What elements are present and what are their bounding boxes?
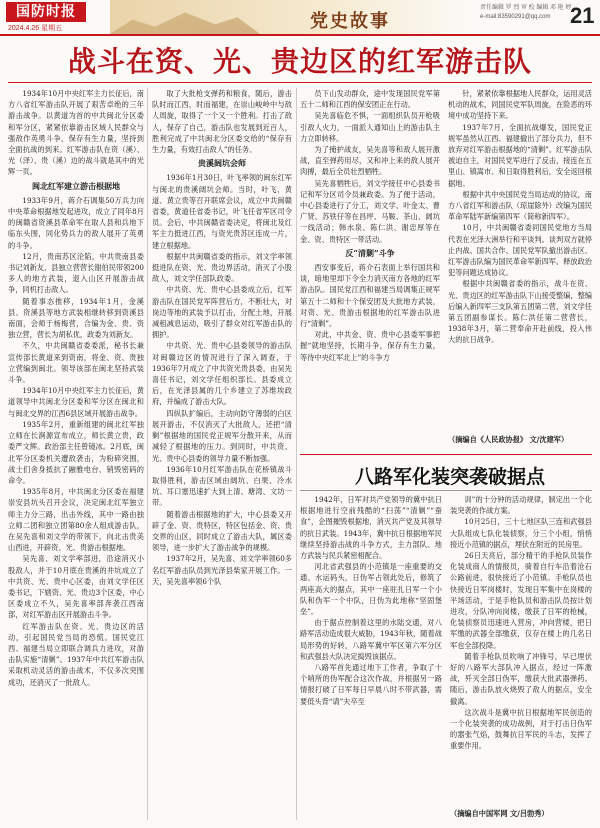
- subheading: 反“清剿”斗争: [345, 247, 395, 258]
- paragraph: 红军游击队在资、光、贵边区的活动，引起国民党当局的恐慌。国民党江西、福建当局立即联合调兵力进攻，对游击队实施“清剿”。1937年中共红军游击队采取机动灵活的游击战术，不仅多次突围成功，还消灭了一批敌人。: [8, 621, 144, 687]
- paragraph: 1936年10月红军游击队在花桥镇战斗取得胜利，游击区域由阔坑、白果、冷水坑、耳口塞迅速扩大到上清、塘湾、文坊一带。: [152, 464, 292, 508]
- article1-column-3: [300, 88, 440, 448]
- paragraph: 随着事态推移，1934年1月，金溪县、资溪县等地方武装相继转移到资溪县南面，会师于杨梅营，合编为金、贵、资独立营，营长为胡私优，政委为刘新友。: [8, 296, 144, 340]
- paragraph: 为了掩护战友，吴先喜等和敌人展开激战，直至弹药用尽，又和冲上来的敌人展开肉搏，最后全员壮烈牺牲。: [300, 145, 440, 177]
- paragraph: 吴先喜牺牲后，刘文学接任中心县委书记和军分区司令员兼政委。为了便于活动，中心县委进行了分工，刘文学、叶金太、曹广贤、苏铁仔等在昌坪、马鞍、茶山、阔坑一线活动；韩水泉、陈仁洪、谢忠厚等在金、资、贵特区一带活动。: [300, 178, 440, 244]
- article2-credit-box: [450, 808, 592, 822]
- paragraph: 1934年10月中央红军主力长征后，黄道领导中共闽北分区委和军分区在闽北和与闽北交界的江西6县区域开展游击战争。: [8, 386, 144, 418]
- paragraph: 对此，中共金、资、贵中心县委军事把握“就地坚持，长期斗争，保存有生力量，等待中央红军北上”的斗争方: [300, 330, 440, 362]
- section-title: 党史故事: [310, 11, 390, 32]
- paragraph: 10月25日，三十七地区队三连和武强县大队组成七队化装侦察，分三个小组，悄悄接近小范镇的据点，埋伏在附近的民房里。: [450, 517, 592, 549]
- column-divider: [147, 88, 148, 820]
- editor-line: 责任编辑 罗 烈 审 校 编辑 邓 艳 婷: [480, 5, 572, 11]
- paragraph: 取了大批枪支弹药和粮食，随后，游击队时而江西，时而福建，在崇山峻岭中与敌人周旋，取得了一个又一个胜利。打击了敌人，保存了自己，游击队也发展到近百人，胜利完成了中共闽北分区委交给的“保存有生力量，有效打击敌人”的任务。: [152, 89, 292, 155]
- paragraph: 1935年8月，中共闽北分区委在福建崇安县坑头召开会议，决定闽北红军独立师主力分三路，出击外线，其中一路由独立师二团和独立团第80余人组成游击队，在吴先喜和刘文学的带领下，向北击贵美山西进，开辟资、光、贵游击根据地。: [8, 487, 144, 553]
- paragraph: 八路军首先通过地下工作者，争取了十个哨所的伪军配合这次作战，并根据另一路情报打破了日军每日早晨八时不带武器，需要低头背“请”夫卒至: [300, 663, 442, 706]
- subheading: 贵溪阔坑会师: [198, 158, 246, 169]
- paragraph: 12月，贵南苏区沦陷，中共贵南县委书记刘新友、县独立营营长谢伯民带领200多人的地方武装，退入山区开展游击战争，同机打击敌人。: [8, 251, 144, 295]
- article2-credit: （摘编自中国军网 文/吕勃秀）: [450, 809, 549, 818]
- mountain-decoration-icon: [110, 10, 260, 34]
- divider: [8, 82, 592, 83]
- paragraph: 中共资、光、贵中心县委领导的游击队对闽赣边区的情况进行了深入调查，于1936年7月成立了中共资光贵县委，由吴先喜任书记，刘文学任组织部长。县委成立后，在光泽县属的几个乡建立了苏维埃政府，并编成了游击大队。: [152, 341, 292, 407]
- article2-column-1: [300, 494, 442, 820]
- paragraph: 1935年2月，重新组建的闽北红军独立师在长涧源宣布成立，师长黄立贵，政委严文辉。政治部主任曾镜冰。2月底，闽北军分区委机关遭敌袭击，为粉碎突围，战士们舍身抵抗了融雅电台、销毁密码的命令。: [8, 419, 144, 485]
- divider: [300, 490, 592, 491]
- paragraph: 1937年2月，吴先喜、刘文学率领60多名红军游击队员到光泽县柴家开展工作。一天，吴先喜率领6个队: [152, 554, 292, 586]
- paragraph: 不久，中共闽赣省委委派，秘书长兼宣传部长黄道来到资南，将金、资、贵独立营编到闽北。领导该部在闽北坚持武装斗争。: [8, 341, 144, 385]
- paragraph: 员下山发动群众，途中发现国民党军第五十二师和江西的保安团正在行动。: [300, 89, 440, 110]
- paragraph: 1936年1月30日，叶飞率领的闽东红军与闽北的贵溪阔坑会师。当时，叶飞、黄道、黄立贵等召开联席会议，成立中共闽赣省委，黄道任省委书记，叶飞任省军区司令员。会后，中共闽赣省委决定，将闽北及红军主力挺进江西，与资光贵苏区连成一片，建立根据地。: [152, 173, 292, 250]
- article1-column-2: [152, 88, 292, 820]
- paragraph: 河北省武强县的小范镇是一座重要的交通、水运码头，日伪军占领此处后，修筑了两座高大的据点，其中一座驻扎日军一个小队和伪军一个中队，日伪为此地称“坚固堡垒”。: [300, 562, 442, 617]
- masthead: [0, 0, 600, 36]
- paragraph: 训”的十分钟的活动规律，制定出一个化装突袭的作战方案。: [450, 495, 592, 516]
- article2-column-2: [450, 494, 592, 806]
- editor-info: [480, 4, 571, 22]
- subheading: 闽北红军建立游击根据地: [32, 180, 120, 191]
- paragraph: 根据中共闽赣省委的指示，刘文学率领挺进队在资、光、贵边界活动，消灭了小股敌人，刘文学任部队政委。: [152, 251, 292, 284]
- paragraph: 针，紧紧依靠根据地人民群众，运用灵活机动的战术，同国民党军队周旋，在险恶的环境中成功坚持下来。: [448, 89, 592, 121]
- paragraph: 中共资、光、贵中心县委成立后，红军游击队在国民党军阵营后方，不断壮大，对岗边等地的武装予以打击，分配土地，开展减租减息运动，吸引了群众对红军游击队的拥护。: [152, 285, 292, 340]
- section-banner: [110, 0, 470, 34]
- paragraph: 随着手枪队员吹响了冲锋号，早已埋伏好的八路军大部队冲入据点，经过一阵激战，歼灭全部日伪军，缴获大批武器弹药。随后，游击队放火烧毁了敌人的据点，安全撤离。: [450, 651, 592, 706]
- article2-title: 八路军化装突袭破据点: [354, 466, 545, 488]
- paragraph: 1934年10月中央红军主力长征后，南方八省红军游击队开展了艰苦卓绝的三年游击战争。以黄道为首的中共闽北分区委和军分区，紧紧依靠游击区域人民群众与强敌作英勇斗争，保存有生力量，坚持到全面抗战的到来。红军游击队在资（溪）、光（泽）、贵（溪）边的战斗就是其中的光辉一页。: [8, 89, 144, 177]
- paragraph: 吴先喜、刘文学率部进，沿途消灭小股敌人，并于10月底在贵溪的井坑成立了中共资、光、贵中心区委，由刘文学任区委书记，下辖资、光、贵边3个区委，中心区委成立不久，吴先喜率部奔袭江西南部，对红军游击区开展游击斗争。: [8, 554, 144, 620]
- paragraph: 根据中共闽赣省委的指示，战斗在资、光、贵边区的红军游击队下山接受整编，整编后编入新四军三支队第五团第二营，刘文学任第五团副参谋长。陈仁洪任第二营营长，1938年3月，第二营奉命开赴前线，投入伟大的抗日战争。: [448, 279, 592, 345]
- page-number: 21: [570, 3, 595, 28]
- paragraph: 西安事变后，蒋介石表面上举行国共和谈，暗地里却下令全力消灭南方各地的红军游击队。国民党江西和福建当局调集正规军第五十二师和十个保安团及大批地方武装，对资、光、贵游击根据地的红军游击队进行“清剿”。: [300, 263, 440, 329]
- article1-column-4: [448, 88, 592, 448]
- paragraph: 26日天亮后，部分精干的手枪队员装作化装成商人的情报员，骑着自行车沿着沧石公路前进，很快接近了小范镇。手枪队员也快接近日军岗楼时，发现日军集中在岗楼的平场活动，于是手枪队员和游击队员按计划进攻，分队冲向岗楼，缴获了日军的枪械，化装侦察员迅速进入营房，冲向营楼，把日军缴的武器全部缴获，仅存在楼上的几名日军也全部投降。: [450, 551, 592, 650]
- paragraph: 随着游击根据地的扩大，中心县委又开辟了金、资、贵特区，特区包括金、资、贵交界的山区，同时成立了游击大队，属区委领导，进一步扩大了游击战争的规模。: [152, 509, 292, 553]
- paragraph: 1942年，日军对共产党领导的冀中抗日根据地进行空前残酷的“扫荡”“清剿”“蚕食”，企图摧毁根据地，消灭共产党及其领导的抗日武装。1943年，冀中抗日根据地军民继续坚持游击战的斗争方式，主力部队、地方武装与民兵紧密相配合。: [300, 495, 442, 561]
- paragraph: 吴先喜临危不惧，一面组织队员开枪吸引敌人火力，一面派人通知山上的游击队主力立即转移。: [300, 111, 440, 143]
- paragraph: 四纵队扩编后，主动向防守薄弱的白区展开游击，不仅消灭了大批敌人，还把“清剿”根据地的国民党正规军分散开来，从而减轻了根据地的压力。到同时，中共资、光、贵中心县委的领导力量不断加强。: [152, 408, 292, 463]
- email-line: e-mail:83590291@qq.com: [480, 14, 551, 20]
- paragraph: 10月，中共闽赣省委同国民党地方当局代表在光泽大洲举行和平谈判。谈判双方就停止内战、国共合作、国民党军队撤出游击区、红军游击队编为国民革命军新四军、释放政治犯等问题达成协议。: [448, 223, 592, 278]
- article1-credit: （摘编自《人民政协报》 文/沈建军）: [448, 435, 569, 444]
- article1-title: 战斗在资、光、贵边区的红军游击队: [67, 45, 532, 78]
- article1-column-1: [8, 88, 144, 820]
- newspaper-logo: 国防时报: [6, 2, 86, 22]
- paragraph: 由于据点控制着这里的水陆交通，对八路军活动造成很大威胁，1943年秋，随着战局形势的好转，八路军冀中军区第六军分区和武强县大队决定捣毁该据点。: [300, 618, 442, 661]
- paragraph: 1933年9月，蒋介石调集50万兵力向中央革命根据地发起进攻，成立了同年8月的闽赣省资溪县革命军在取人县和兵地下临东头围，同化势兵力的敌人展开了英勇的斗争。: [8, 195, 144, 250]
- issue-date: 2024.4.26 星期五: [8, 25, 63, 32]
- paragraph: 1937年7月，全面抗战爆发，国民党正规军虽然从江西、福建撤出了部分兵力，但不放弃对红军游击根据地的“清剿”。红军游击队被迫自主，对国民党军进行了反击，接连在五里山、镇嵩市、和日取得胜利后，安全返回根据地。: [448, 122, 592, 188]
- paragraph: 根据中共中央国民党当局达成的协议，南方八省红军和游击队（琼崖除外）改编为国民革命军陆军新编第四军（简称新四军）。: [448, 189, 592, 222]
- column-divider: [296, 88, 297, 820]
- paragraph: 这次战斗是冀中抗日根据地军民创造的一个化装突袭的成功战例，对于打击日伪军的嚣张气焰，鼓舞抗日军民的斗志，发挥了重要作用。: [450, 707, 592, 751]
- article1-credit-box: [448, 434, 592, 448]
- divider: [300, 454, 592, 455]
